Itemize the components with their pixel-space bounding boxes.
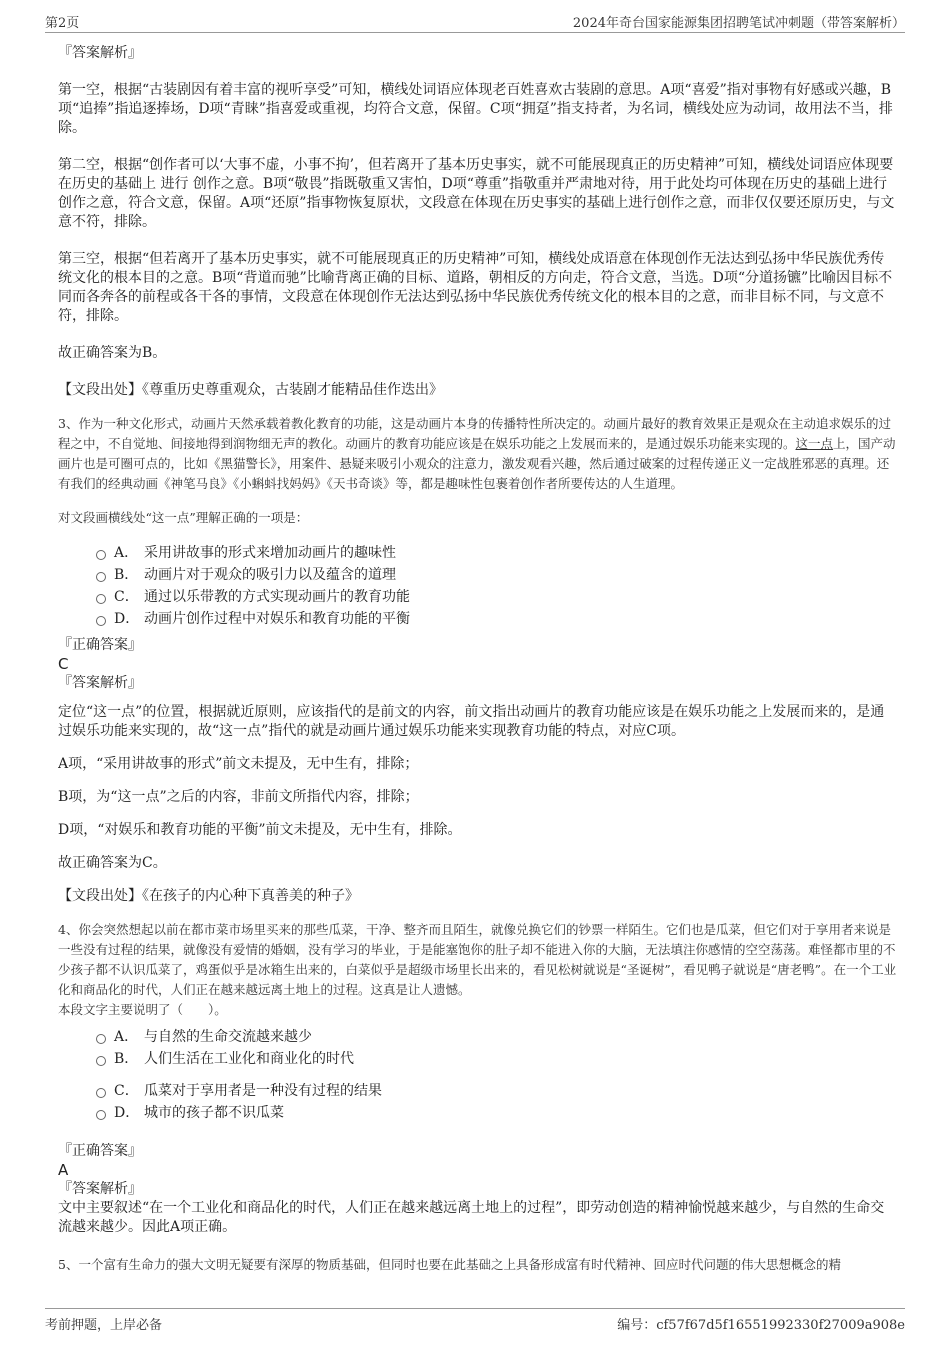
q4-answer-heading: 『正确答案』 xyxy=(58,1143,142,1159)
q3-analysis-4: D项，“对娱乐和教育功能的平衡”前文未提及，无中生有，排除。 xyxy=(58,822,462,838)
q3-stem-underlined: 这一点 xyxy=(795,436,834,451)
footer-slogan: 考前押题，上岸必备 xyxy=(45,1318,163,1333)
q3-option-a[interactable]: A． 采用讲故事的形式来增加动画片的趣味性 xyxy=(58,542,898,564)
q4-option-d[interactable]: D． 城市的孩子都不识瓜菜 xyxy=(58,1102,898,1124)
q3-analysis-1: 定位“这一点”的位置，根据就近原则，应该指代的是前文的内容，前文指出动画片的教育功能应该是在娱乐功能之上发展而来的，是通过娱乐功能来实现的，故“这一点”指代的就是动画片通过娱乐功能来实现教育功能的特点，对应C项。 xyxy=(58,704,885,739)
radio-icon[interactable] xyxy=(96,572,106,582)
q3-option-c[interactable]: C． 通过以乐带教的方式实现动画片的教育功能 xyxy=(58,586,898,608)
q4-answer: A xyxy=(58,1161,69,1179)
q5-stem-partial: 5、一个富有生命力的强大文明无疑要有深厚的物质基础，但同时也要在此基础之上具备形成富有时代精神、回应时代问题的伟大思想概念的精 xyxy=(58,1257,841,1272)
q3-analysis-heading: 『答案解析』 xyxy=(58,675,142,691)
q4-option-a[interactable]: A． 与自然的生命交流越来越少 xyxy=(58,1026,898,1048)
q3-source: 【文段出处】《在孩子的内心种下真善美的种子》 xyxy=(58,888,359,904)
q2-analysis-paragraph-3: 第三空，根据“但若离开了基本历史事实，就不可能展现真正的历史精神”可知，横线处成语意在体现创作无法达到弘扬中华民族优秀传统文化的根本目的之意。B项“背道而驰”比喻背离正确的目标、道路，朝相反的方向走，符合文意，当选。D项“分道扬镳”比喻因目标不同而各奔各的前程或各干各的事情，文段意在体现创作无法达到弘扬中华民族优秀传统文化的根本目的之意，而非目标不同，与文意不符，排除。 xyxy=(58,251,893,324)
q3-stem-part1: 3、作为一种文化形式，动画片天然承载着教化教育的功能，这是动画片本身的传播特性所决定的。动画片最好的教育效果正是观众在主动追求娱乐的过程之中，不自觉地、间接地得到润物细无声的教化。动画片的教育功能应该是在娱乐功能之上发展而来的，是通过娱乐功能来实现的。 xyxy=(58,416,891,451)
page-header xyxy=(45,12,905,33)
q3-option-b[interactable]: B． 动画片对于观众的吸引力以及蕴含的道理 xyxy=(58,564,898,586)
q3-stem xyxy=(58,414,898,494)
q3-analysis-2: A项，“采用讲故事的形式”前文未提及，无中生有，排除； xyxy=(58,756,419,772)
q3-prompt: 对文段画横线处“这一点”理解正确的一项是： xyxy=(58,510,309,525)
q3-analysis-3: B项，为“这一点”之后的内容，非前文所指代内容，排除； xyxy=(58,789,419,805)
radio-icon[interactable] xyxy=(96,1034,106,1044)
radio-icon[interactable] xyxy=(96,550,106,560)
q3-answer: C xyxy=(58,655,69,673)
q2-analysis-heading: 『答案解析』 xyxy=(58,45,142,61)
q3-answer-heading: 『正确答案』 xyxy=(58,637,142,653)
q3-option-d[interactable]: D． 动画片创作过程中对娱乐和教育功能的平衡 xyxy=(58,608,898,630)
q3-conclusion: 故正确答案为C。 xyxy=(58,855,167,871)
q4-option-c[interactable]: C． 瓜菜对于享用者是一种没有过程的结果 xyxy=(58,1080,898,1102)
page-number: 第2页 xyxy=(45,16,80,31)
page-content xyxy=(58,44,898,1304)
q3-stem-part2: 上，国产动画片也是可圈可点的，比如《黑猫警长》，用案件、悬疑来吸引小观众的注意力，激发观看兴趣，然后通过破案的过程传递正义一定战胜邪恶的真理。还有我们的经典动画《神笔马良》《小蝌蚪找妈妈》《天书奇谈》等，都是趣味性包裹着创作者所要传达的人生道理。 xyxy=(58,436,896,491)
q4-analysis: 文中主要叙述“在一个工业化和商品化的时代，人们正在越来越远离土地上的过程”，即劳动创造的精神愉悦越来越少，与自然的生命交流越来越少。因此A项正确。 xyxy=(58,1200,885,1235)
page-footer xyxy=(45,1308,905,1335)
q4-prompt: 本段文字主要说明了（ ）。 xyxy=(58,1002,227,1017)
q2-analysis-paragraph-2: 第二空，根据“创作者可以‘大事不虚，小事不拘’，但若离开了基本历史事实，就不可能展现真正的历史精神”可知，横线处词语应体现要在历史的基础上 进行 创作之意。B项“敬畏”指既敬重又害怕，D项“尊重”指敬重并严肃地对待，用于此处均可体现在历史的基础上进行创作之意，符合文意，保留。A项“还原”指事物恢复原状，文段意在体现在历史事实的基础上进行创作之意，而非仅仅要还原历史，与文意不符，排除。 xyxy=(58,157,895,230)
radio-icon[interactable] xyxy=(96,616,106,626)
q4-analysis-heading: 『答案解析』 xyxy=(58,1181,142,1197)
radio-icon[interactable] xyxy=(96,1056,106,1066)
q4-stem: 4、你会突然想起以前在都市菜市场里买来的那些瓜菜，干净、整齐而且陌生，就像兑换它们的钞票一样陌生。它们也是瓜菜，但它们对于享用者来说是一些没有过程的结果，就像没有爱情的婚姻，没有学习的毕业，于是能塞饱你的肚子却不能进入你的大脑，无法填注你感情的空空荡荡。难怪都市里的不少孩子都不认识瓜菜了，鸡蛋似乎是冰箱生出来的，白菜似乎是超级市场里长出来的，看见松树就说是“圣诞树”，看见鸭子就说是“唐老鸭”。在一个工业化和商品化的时代，人们正在越来越远离土地上的过程。这真是让人遗憾。 xyxy=(58,922,897,997)
q2-analysis-paragraph-1: 第一空，根据“古装剧因有着丰富的视听享受”可知，横线处词语应体现老百姓喜欢古装剧的意思。A项“喜爱”指对事物有好感或兴趣，B项“追捧”指追逐捧场，D项“青睐”指喜爱或重视，均符合文意，保留。C项“拥趸”指支持者，为名词，横线处应为动词，故用法不当，排除。 xyxy=(58,82,893,136)
document-title: 2024年奇台国家能源集团招聘笔试冲刺题（带答案解析） xyxy=(572,16,905,31)
radio-icon[interactable] xyxy=(96,1088,106,1098)
q2-source: 【文段出处】《尊重历史尊重观众，古装剧才能精品佳作迭出》 xyxy=(58,382,443,398)
radio-icon[interactable] xyxy=(96,1110,106,1120)
q4-option-b[interactable]: B． 人们生活在工业化和商业化的时代 xyxy=(58,1048,898,1070)
document-id: 编号：cf57f67d5f16551992330f27009a908e xyxy=(617,1318,905,1333)
radio-icon[interactable] xyxy=(96,594,106,604)
q2-conclusion: 故正确答案为B。 xyxy=(58,345,167,361)
